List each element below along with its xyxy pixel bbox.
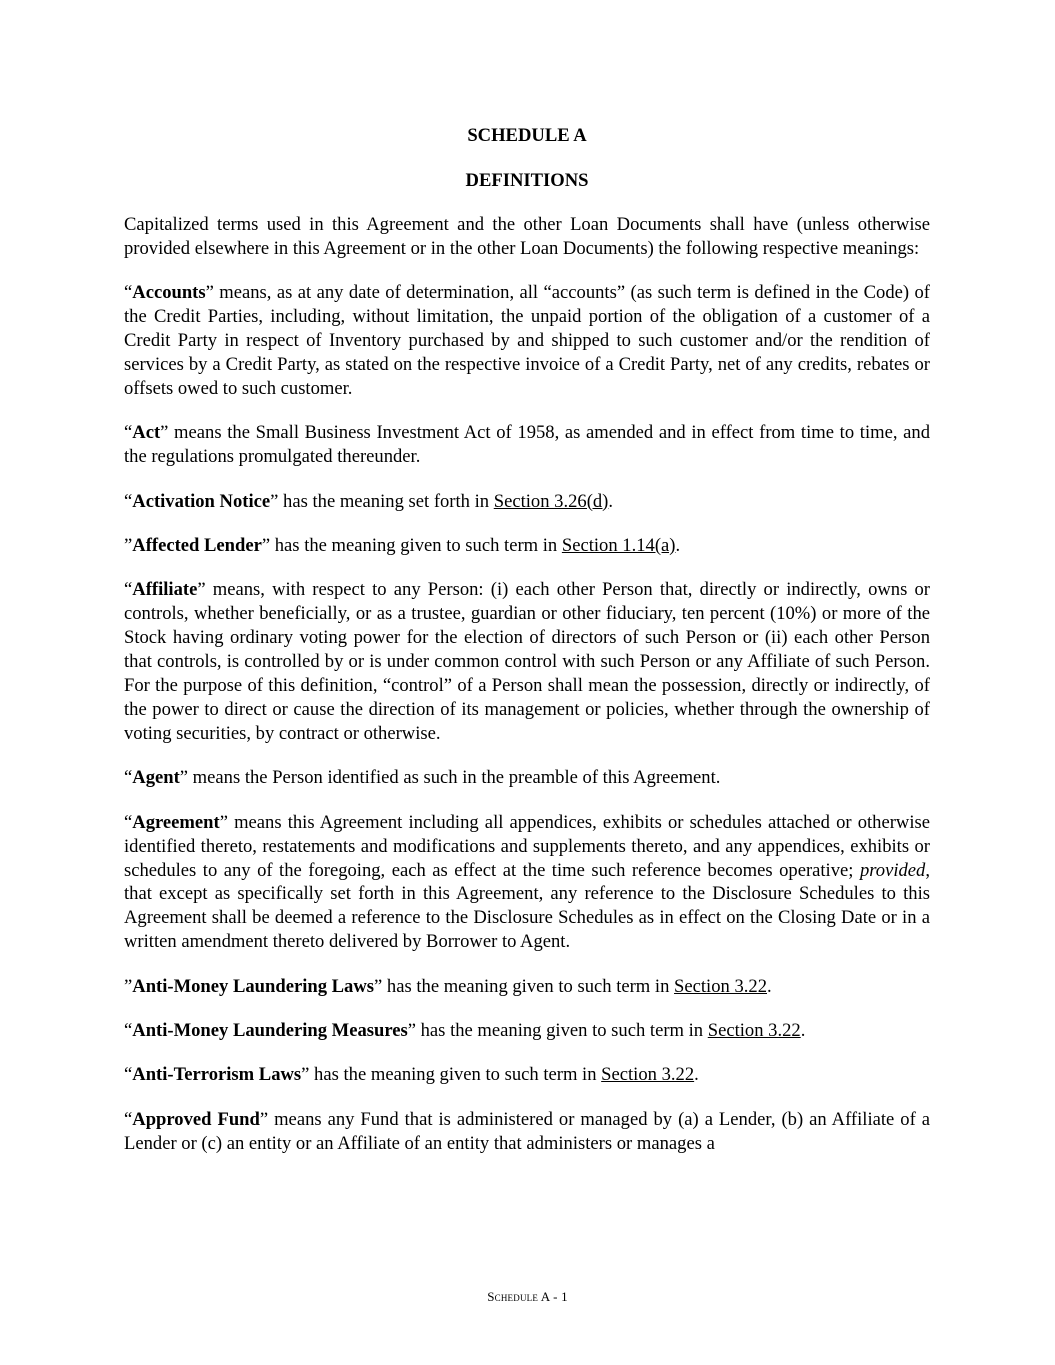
definition-anti-money-laundering-measures — [124, 1019, 930, 1043]
defined-term: Affected Lender — [132, 535, 262, 557]
document-subtitle: DEFINITIONS — [465, 170, 589, 191]
open-quote: “ — [124, 490, 133, 512]
defined-term: Agent — [132, 767, 180, 789]
definition-end: . — [767, 975, 772, 997]
page-footer: Schedule A - 1 — [487, 1289, 568, 1304]
definition-end: . — [608, 490, 614, 512]
defined-term: Anti-Terrorism Laws — [132, 1064, 302, 1086]
definition-text: ” means the Small Business Investment Act of 1958, as amended and in effect from time to time, and the regulations promulgated thereunder. — [124, 422, 930, 468]
definition-accounts — [124, 281, 930, 401]
open-quote: “ — [124, 767, 133, 789]
document-page — [124, 124, 930, 1156]
definition-text: ” has the meaning given to such term in — [374, 975, 675, 997]
definition-text: ” means any Fund that is administered or managed by (a) a Lender, (b) an Affiliate of a Lender or (c) an entity or an Affiliate of an entity that administers or manages a — [124, 1108, 931, 1154]
open-quote: “ — [124, 579, 133, 601]
definition-affiliate — [124, 578, 930, 745]
definition-agreement — [124, 811, 930, 954]
open-quote: ” — [124, 535, 133, 557]
open-quote: “ — [124, 811, 133, 833]
open-quote: “ — [124, 422, 133, 444]
definition-text: ” means, as at any date of determination, all “accounts” (as such term is defined in the Code) of the Credit Parties, including, without limitation, the unpaid portion of the obligation of a customer of a Credit Party in respect of Inventory purchased by and shipped to such customer and/or the rendition of services by a Credit Party, as stated on the respective invoice of a Credit Party, net of any credits, rebates or offsets owed to such customer. — [124, 282, 930, 399]
defined-term: Agreement — [132, 811, 220, 833]
open-quote: “ — [124, 282, 133, 304]
document-title: SCHEDULE A — [467, 125, 587, 146]
definition-text: ” means the Person identified as such in the preamble of this Agreement. — [179, 767, 721, 789]
defined-term: Approved Fund — [132, 1108, 260, 1130]
section-reference: Section 3.22 — [674, 975, 767, 997]
section-reference: Section 3.26(d) — [493, 490, 609, 512]
definition-text: ” means, with respect to any Person: (i) each other Person that, directly or indirectly, owns or controls, whether beneficially, or as a trustee, guardian or other fiduciary, ten percent (10%) or more of the Stock having ordinary voting power for the election of directors of such Person or (ii) each other Person that controls, is controlled by or is under common control with such Person or any Affiliate of such Person. For the purpose of this definition, “control” of a Person shall mean the possession, directly or indirectly, of the power to direct or cause the direction of its management or policies, whether through the ownership of voting securities, by contract or otherwise. — [124, 579, 930, 744]
open-quote: ” — [124, 975, 133, 997]
definition-text: ” has the meaning given to such term in — [261, 535, 562, 557]
open-quote: “ — [124, 1020, 133, 1042]
defined-term: Anti-Money Laundering Laws — [132, 975, 375, 997]
definition-text: ” has the meaning given to such term in — [301, 1064, 602, 1086]
definition-anti-money-laundering-laws — [124, 975, 930, 999]
defined-term: Accounts — [132, 282, 206, 304]
definition-approved-fund — [124, 1108, 930, 1156]
definition-text: ” has the meaning set forth in — [270, 490, 494, 512]
definition-end: . — [694, 1064, 699, 1086]
definition-act — [124, 421, 930, 469]
definition-end: . — [675, 535, 681, 557]
definition-end: . — [800, 1020, 806, 1042]
defined-term: Anti-Money Laundering Measures — [132, 1020, 408, 1042]
definition-text: ” has the meaning given to such term in — [407, 1020, 708, 1042]
definition-anti-terrorism-laws — [124, 1063, 930, 1087]
section-reference: Section 3.22 — [707, 1020, 801, 1042]
definition-text-continued: , that except as specifically set forth in this Agreement, any reference to the Disclosure Schedules to this Agreement shall be deemed a reference to the Disclosure Schedules as in effect on the Closing Date or in a written amendment thereto delivered by Borrower to Agent. — [124, 859, 930, 953]
open-quote: “ — [124, 1108, 133, 1130]
defined-term: Activation Notice — [132, 490, 271, 512]
section-reference: Section 3.22 — [601, 1064, 695, 1086]
section-reference: Section 1.14(a) — [561, 535, 676, 557]
open-quote: “ — [124, 1064, 133, 1086]
defined-term: Act — [132, 422, 161, 444]
definition-agent — [124, 766, 930, 790]
definition-activation-notice — [124, 490, 930, 514]
italic-word: provided — [859, 859, 926, 881]
definition-text: ” means this Agreement including all appendices, exhibits or schedules attached or otherwise identified thereto, restatements and modifications and supplements thereto, and any appendices, exhibits or schedules to any of the foregoing, each as effect at the time such reference becomes operative; — [124, 811, 930, 881]
defined-term: Affiliate — [132, 579, 198, 601]
intro-paragraph: Capitalized terms used in this Agreement and the other Loan Documents shall have (unless otherwise provided elsewhere in this Agreement or in the other Loan Documents) the following respective meanings: — [124, 214, 930, 259]
definition-affected-lender — [124, 534, 930, 558]
